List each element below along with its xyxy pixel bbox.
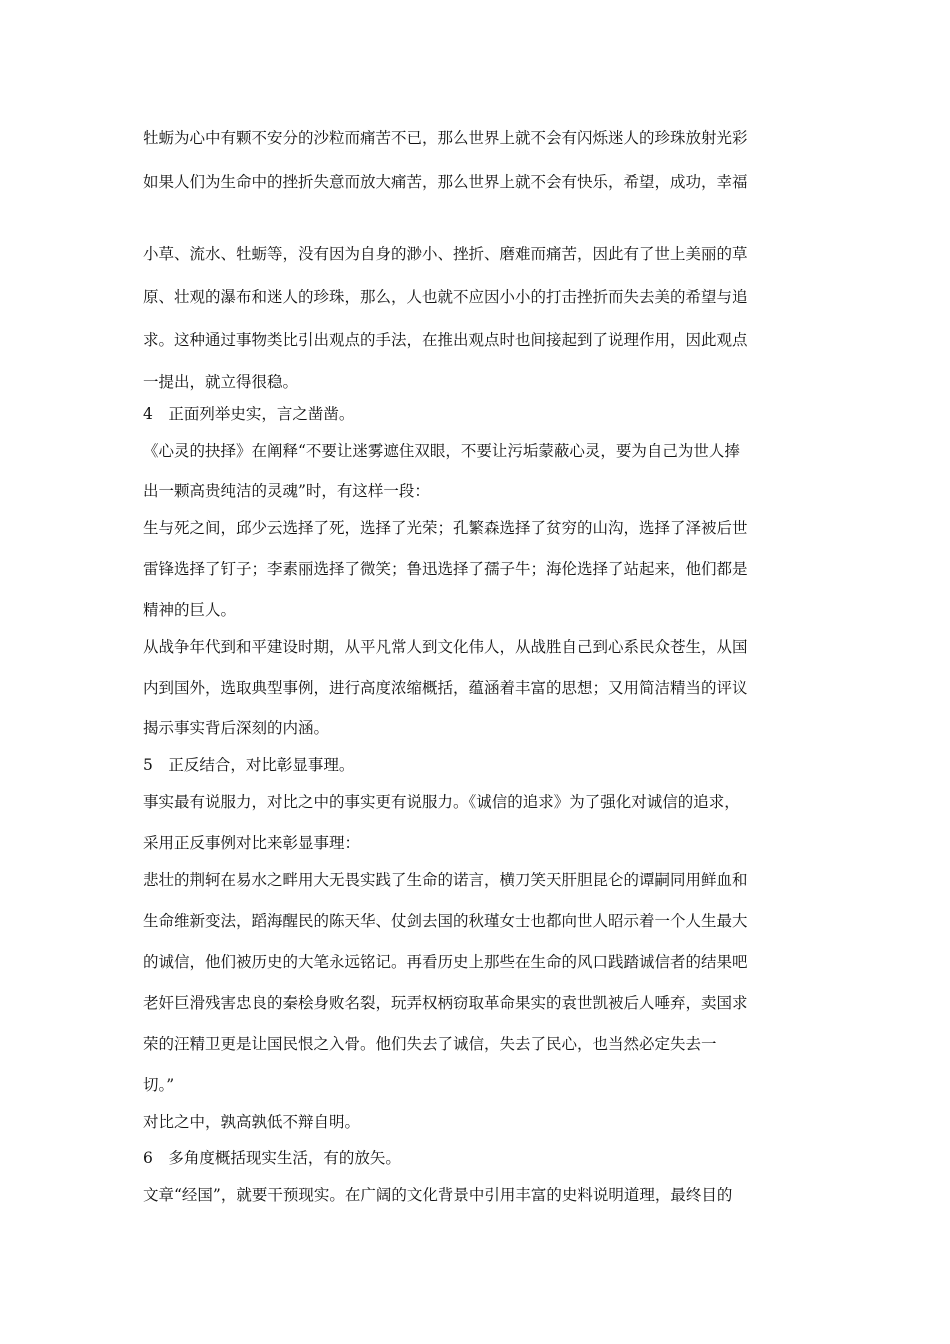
text-line-9: 出一颗高贵纯洁的灵魂”时，有这样一段： [143, 482, 430, 500]
text-line-11: 雷锋选择了钉子；李素丽选择了微笑；鲁迅选择了孺子牛；海伦选择了站起来，他们都是 [143, 560, 748, 578]
text-line-12: 精神的巨人。 [143, 601, 237, 619]
text-line-22: 老奸巨滑残害忠良的秦桧身败名裂，玩弄权柄窃取革命果实的袁世凯被后人唾弃，卖国求 [143, 994, 748, 1012]
text-line-3: 小草、流水、牡蛎等，没有因为自身的渺小、挫折、磨难而痛苦，因此有了世上美丽的草 [143, 245, 748, 263]
text-line-23: 荣的汪精卫更是让国民恨之入骨。他们失去了诚信，失去了民心，也当然必定失去一 [143, 1035, 717, 1053]
section-heading-4: 4 正面列举史实，言之凿凿。 [143, 405, 355, 423]
text-line-15: 揭示事实背后深刻的内涵。 [143, 719, 330, 737]
text-line-27: 文章“经国”，就要干预现实。在广阔的文化背景中引用丰富的史料说明道理，最终目的 [143, 1186, 733, 1204]
text-line-4: 原、壮观的瀑布和迷人的珍珠，那么，人也就不应因小小的打击挫折而失去美的希望与追 [143, 288, 748, 306]
text-line-5: 求。这种通过事物类比引出观点的手法，在推出观点时也间接起到了说理作用，因此观点 [143, 331, 748, 349]
text-line-21: 的诚信，他们被历史的大笔永远铭记。再看历史上那些在生命的风口践踏诚信者的结果吧 [143, 953, 748, 971]
text-line-6: 一提出，就立得很稳。 [143, 373, 299, 391]
text-line-17: 事实最有说服力，对比之中的事实更有说服力。《诚信的追求》为了强化对诚信的追求， [143, 793, 740, 811]
text-line-24: 切。” [143, 1076, 175, 1094]
section-heading-6: 6 多角度概括现实生活，有的放矢。 [143, 1149, 401, 1167]
text-line-1: 牡蛎为心中有颗不安分的沙粒而痛苦不已，那么世界上就不会有闪烁迷人的珍珠放射光彩 [143, 129, 748, 147]
text-line-2: 如果人们为生命中的挫折失意而放大痛苦，那么世界上就不会有快乐，希望，成功，幸福 [143, 173, 748, 191]
text-line-19: 悲壮的荆轲在易水之畔用大无畏实践了生命的诺言，横刀笑天肝胆昆仑的谭嗣同用鲜血和 [143, 871, 748, 889]
text-line-25: 对比之中，孰高孰低不辩自明。 [143, 1113, 361, 1131]
text-line-13: 从战争年代到和平建设时期，从平凡常人到文化伟人，从战胜自己到心系民众苍生，从国 [143, 638, 748, 656]
section-heading-5: 5 正反结合，对比彰显事理。 [143, 756, 355, 774]
text-line-20: 生命维新变法，蹈海醒民的陈天华、仗剑去国的秋瑾女士也都向世人昭示着一个人生最大 [143, 912, 748, 930]
text-line-18: 采用正反事例对比来彰显事理： [143, 834, 361, 852]
text-line-10: 生与死之间，邱少云选择了死，选择了光荣；孔繁森选择了贫穷的山沟，选择了泽被后世 [143, 519, 748, 537]
text-line-14: 内到国外，选取典型事例，进行高度浓缩概括，蕴涵着丰富的思想；又用简洁精当的评议 [143, 679, 748, 697]
text-line-8: 《心灵的抉择》在阐释“不要让迷雾遮住双眼，不要让污垢蒙蔽心灵，要为自己为世人捧 [143, 442, 740, 460]
